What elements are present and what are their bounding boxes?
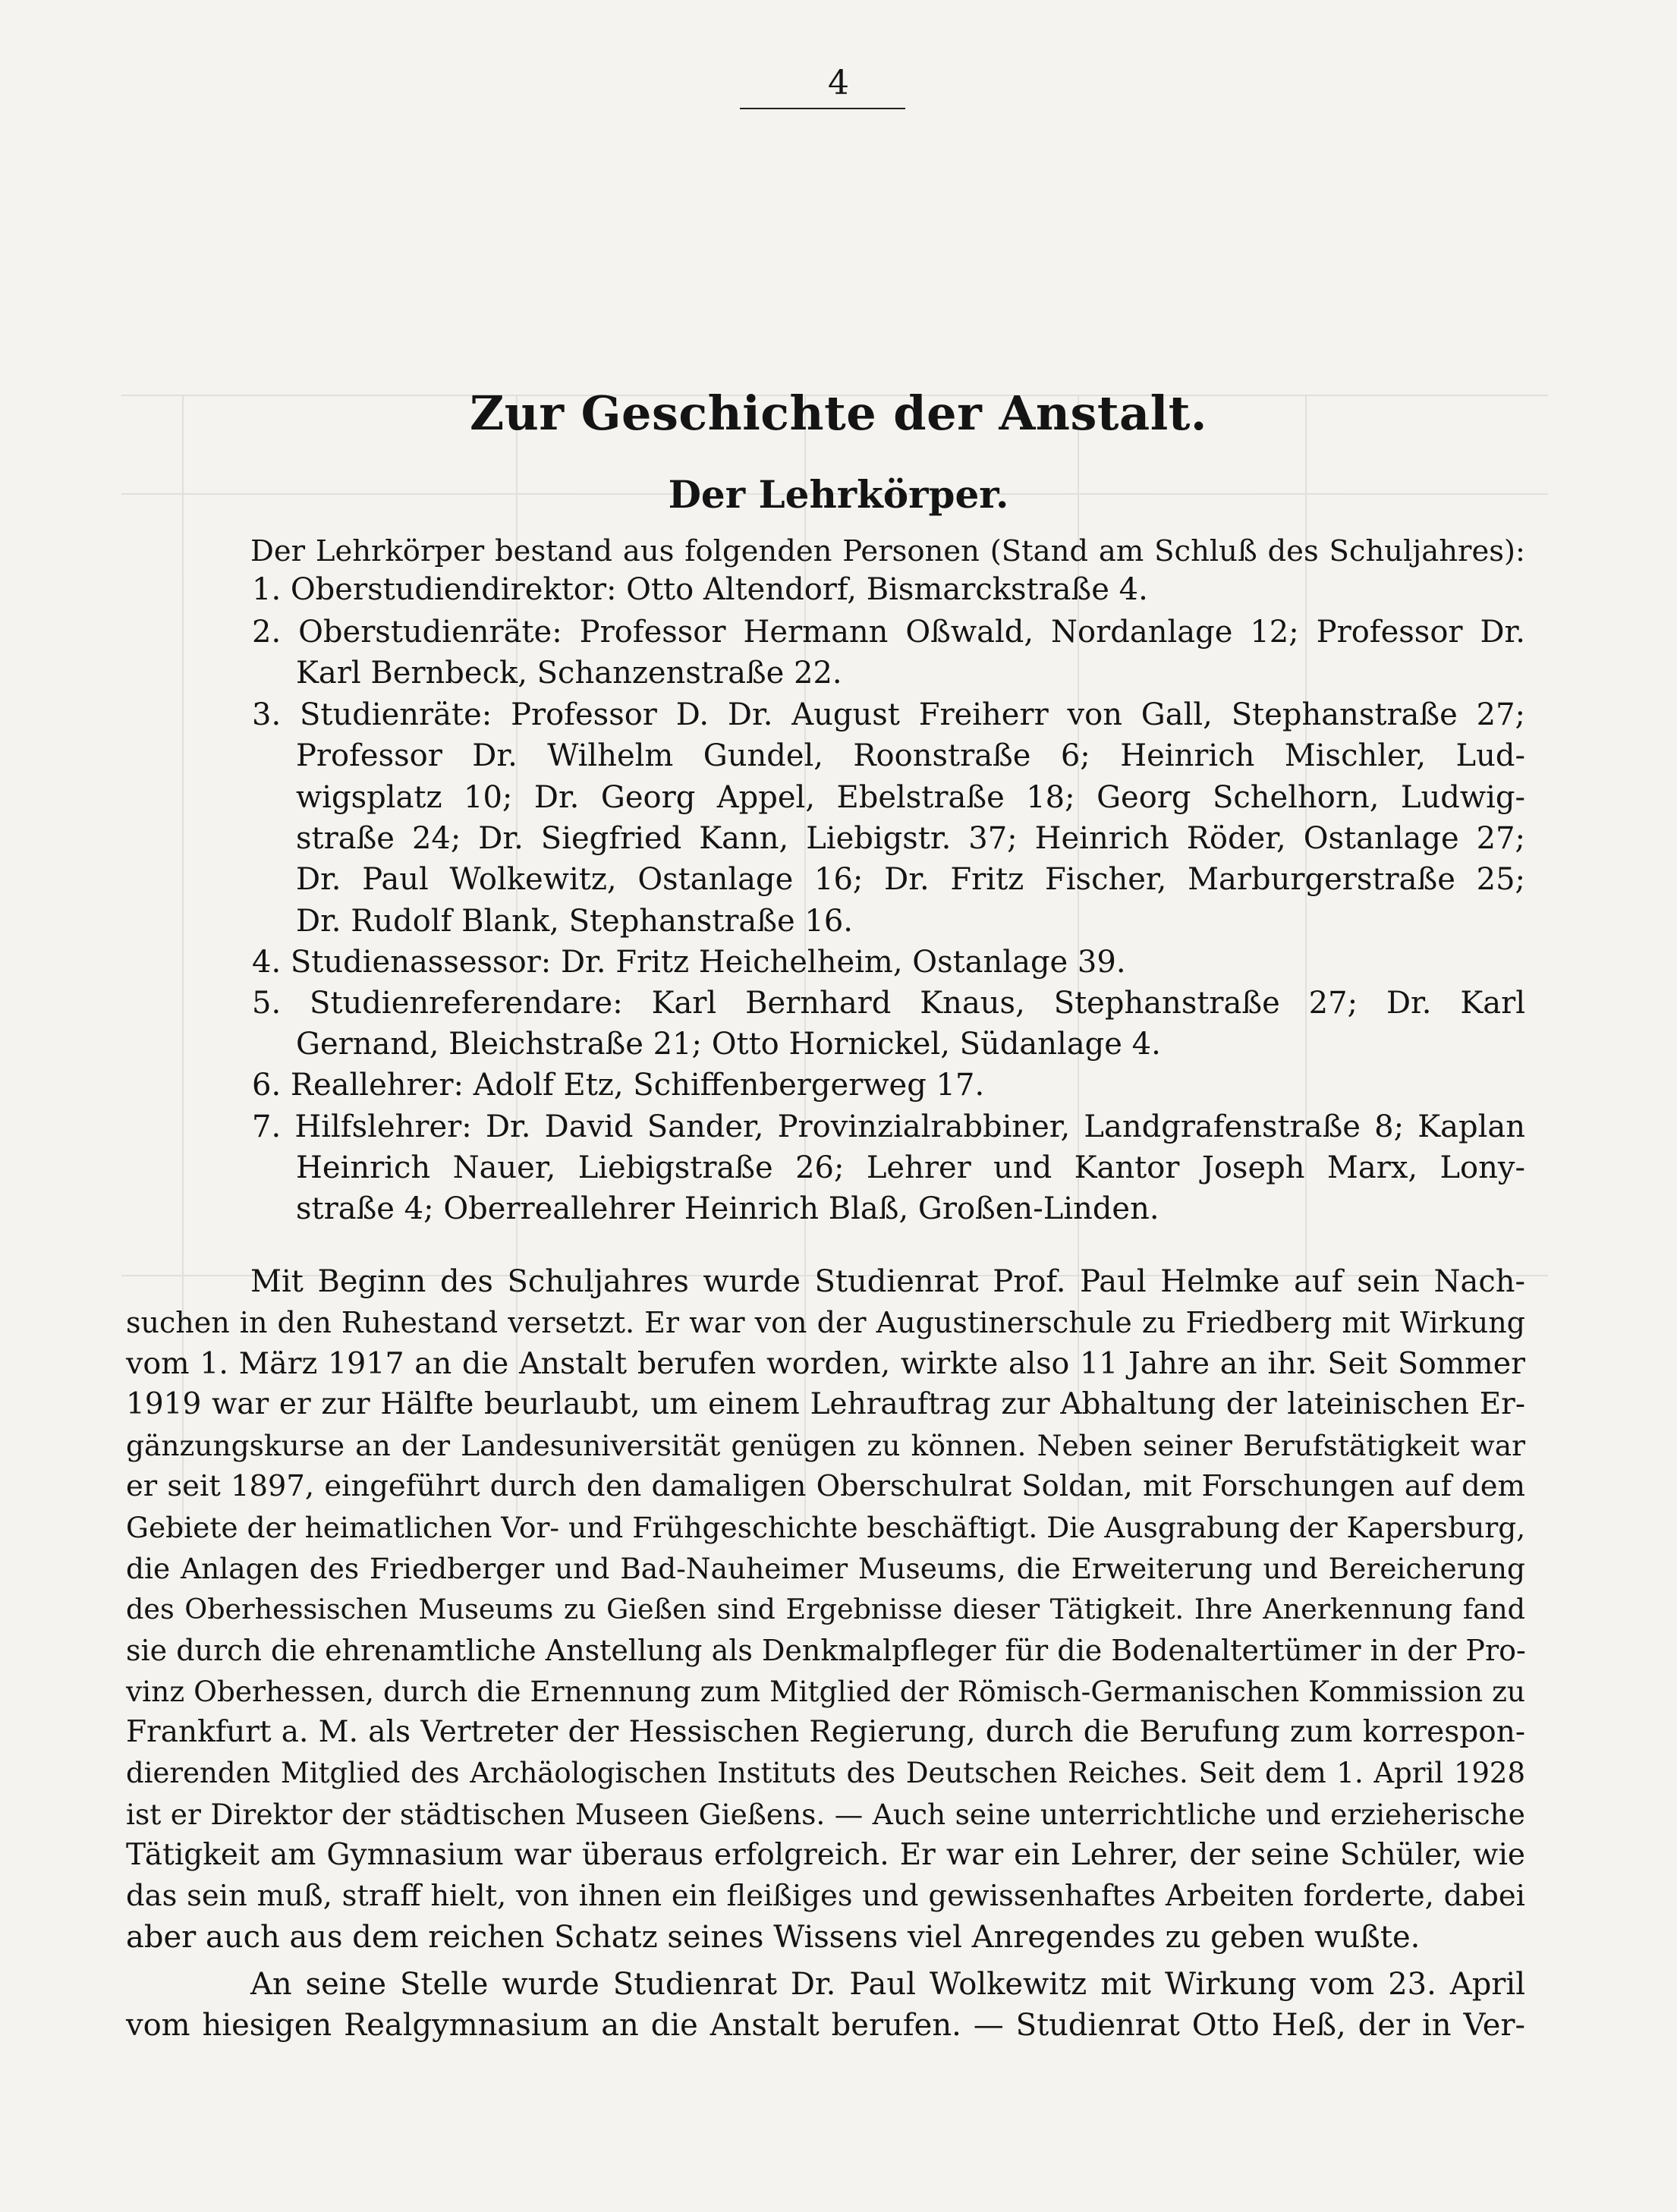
list-item: 5. Studienreferendare: Karl Bernhard Knaus, Stephanstraße 27; Dr. Karl (252, 986, 1525, 1021)
paragraph-line: vom hiesigen Realgymnasium an die Anstalt berufen. — Studienrat Otto Heß, der in Ver- (126, 2008, 1525, 2043)
paragraph-line: dierenden Mitglied des Archäologischen Instituts des Deutschen Reiches. Seit dem 1. April 1928 (126, 1757, 1525, 1789)
list-item: 7. Hilfslehrer: Dr. David Sander, Provinzialrabbiner, Landgrafenstraße 8; Kaplan (252, 1109, 1525, 1144)
list-item-continuation: Heinrich Nauer, Liebigstraße 26; Lehrer und Kantor Joseph Marx, Lony- (296, 1150, 1525, 1185)
page-number-rule (740, 108, 905, 109)
paragraph-line: suchen in den Ruhestand versetzt. Er war von der Augustinerschule zu Friedberg mit Wirkung (126, 1306, 1525, 1339)
list-item-continuation: Dr. Rudolf Blank, Stephanstraße 16. (296, 904, 853, 939)
list-item: 1. Oberstudiendirektor: Otto Altendorf, Bismarckstraße 4. (252, 572, 1148, 607)
list-item-continuation: Dr. Paul Wolkewitz, Ostanlage 16; Dr. Fritz Fischer, Marburgerstraße 25; (296, 862, 1525, 897)
paragraph-line: aber auch aus dem reichen Schatz seines Wissens viel Anregendes zu geben wußte. (126, 1920, 1421, 1955)
list-item: 3. Studienräte: Professor D. Dr. August Freiherr von Gall, Stephanstraße 27; (252, 697, 1525, 732)
list-item-continuation: Professor Dr. Wilhelm Gundel, Roonstraße 6; Heinrich Mischler, Lud- (296, 738, 1525, 773)
paragraph-line: das sein muß, straff hielt, von ihnen ein fleißiges und gewissenhaftes Arbeiten forderte, dabei (126, 1879, 1525, 1913)
list-item-continuation: straße 24; Dr. Siegfried Kann, Liebigstr. 37; Heinrich Röder, Ostanlage 27; (296, 821, 1525, 856)
paragraph-line: vinz Oberhessen, durch die Ernennung zum Mitglied der Römisch-Germanischen Kommission zu (126, 1675, 1525, 1708)
list-item-continuation: straße 4; Oberreallehrer Heinrich Blaß, Großen-Linden. (296, 1191, 1159, 1226)
list-item-continuation: Gernand, Bleichstraße 21; Otto Hornickel, Südanlage 4. (296, 1027, 1161, 1062)
list-item-continuation: wigsplatz 10; Dr. Georg Appel, Ebelstraße 18; Georg Schelhorn, Ludwig- (296, 780, 1525, 815)
text-line: Der Lehrkörper bestand aus folgenden Personen (Stand am Schluß des Schuljahres): (250, 534, 1525, 568)
paragraph-line: 1919 war er zur Hälfte beurlaubt, um einem Lehrauftrag zur Abhaltung der lateinischen Er- (126, 1387, 1525, 1421)
paragraph-line: Mit Beginn des Schuljahres wurde Studienrat Prof. Paul Helmke auf sein Nach- (250, 1264, 1525, 1299)
section-heading: Der Lehrkörper. (668, 472, 1009, 517)
list-item: 4. Studienassessor: Dr. Fritz Heichelheim, Ostanlage 39. (252, 945, 1126, 980)
paragraph-line: er seit 1897, eingeführt durch den damaligen Oberschulrat Soldan, mit Forschungen auf dem (126, 1469, 1525, 1503)
list-item-continuation: Karl Bernbeck, Schanzenstraße 22. (296, 656, 842, 691)
paragraph-line: Gebiete der heimatlichen Vor- und Frühgeschichte beschäftigt. Die Ausgrabung der Kapersburg, (126, 1511, 1526, 1544)
list-item: 2. Oberstudienräte: Professor Hermann Oßwald, Nordanlage 12; Professor Dr. (252, 615, 1525, 650)
paragraph-line: Tätigkeit am Gymnasium war überaus erfolgreich. Er war ein Lehrer, der seine Schüler, wie (126, 1838, 1525, 1872)
paragraph-line: vom 1. März 1917 an die Anstalt berufen worden, wirkte also 11 Jahre an ihr. Seit Sommer (126, 1346, 1525, 1381)
paragraph-line: die Anlagen des Friedberger und Bad-Nauheimer Museums, die Erweiterung und Bereicherung (126, 1552, 1525, 1585)
paragraph-line: des Oberhessischen Museums zu Gießen sind Ergebnisse dieser Tätigkeit. Ihre Anerkennung fand (126, 1593, 1525, 1625)
paragraph-line: sie durch die ehrenamtliche Anstellung als Denkmalpfleger für die Bodenaltertümer in der Pro- (126, 1634, 1526, 1667)
paragraph-line: An seine Stelle wurde Studienrat Dr. Paul Wolkewitz mit Wirkung vom 23. April (250, 1967, 1525, 2002)
paragraph-line: ist er Direktor der städtischen Museen Gießens. — Auch seine unterrichtliche und erzieherische (126, 1798, 1525, 1831)
page-title: Zur Geschichte der Anstalt. (470, 385, 1207, 441)
paragraph-line: Frankfurt a. M. als Vertreter der Hessischen Regierung, durch die Berufung zum korrespon- (126, 1715, 1525, 1749)
paragraph-line: gänzungskurse an der Landesuniversität genügen zu können. Neben seiner Berufstätigkeit war (126, 1429, 1525, 1462)
page-number: 4 (828, 64, 849, 102)
list-item: 6. Reallehrer: Adolf Etz, Schiffenbergerweg 17. (252, 1068, 985, 1103)
